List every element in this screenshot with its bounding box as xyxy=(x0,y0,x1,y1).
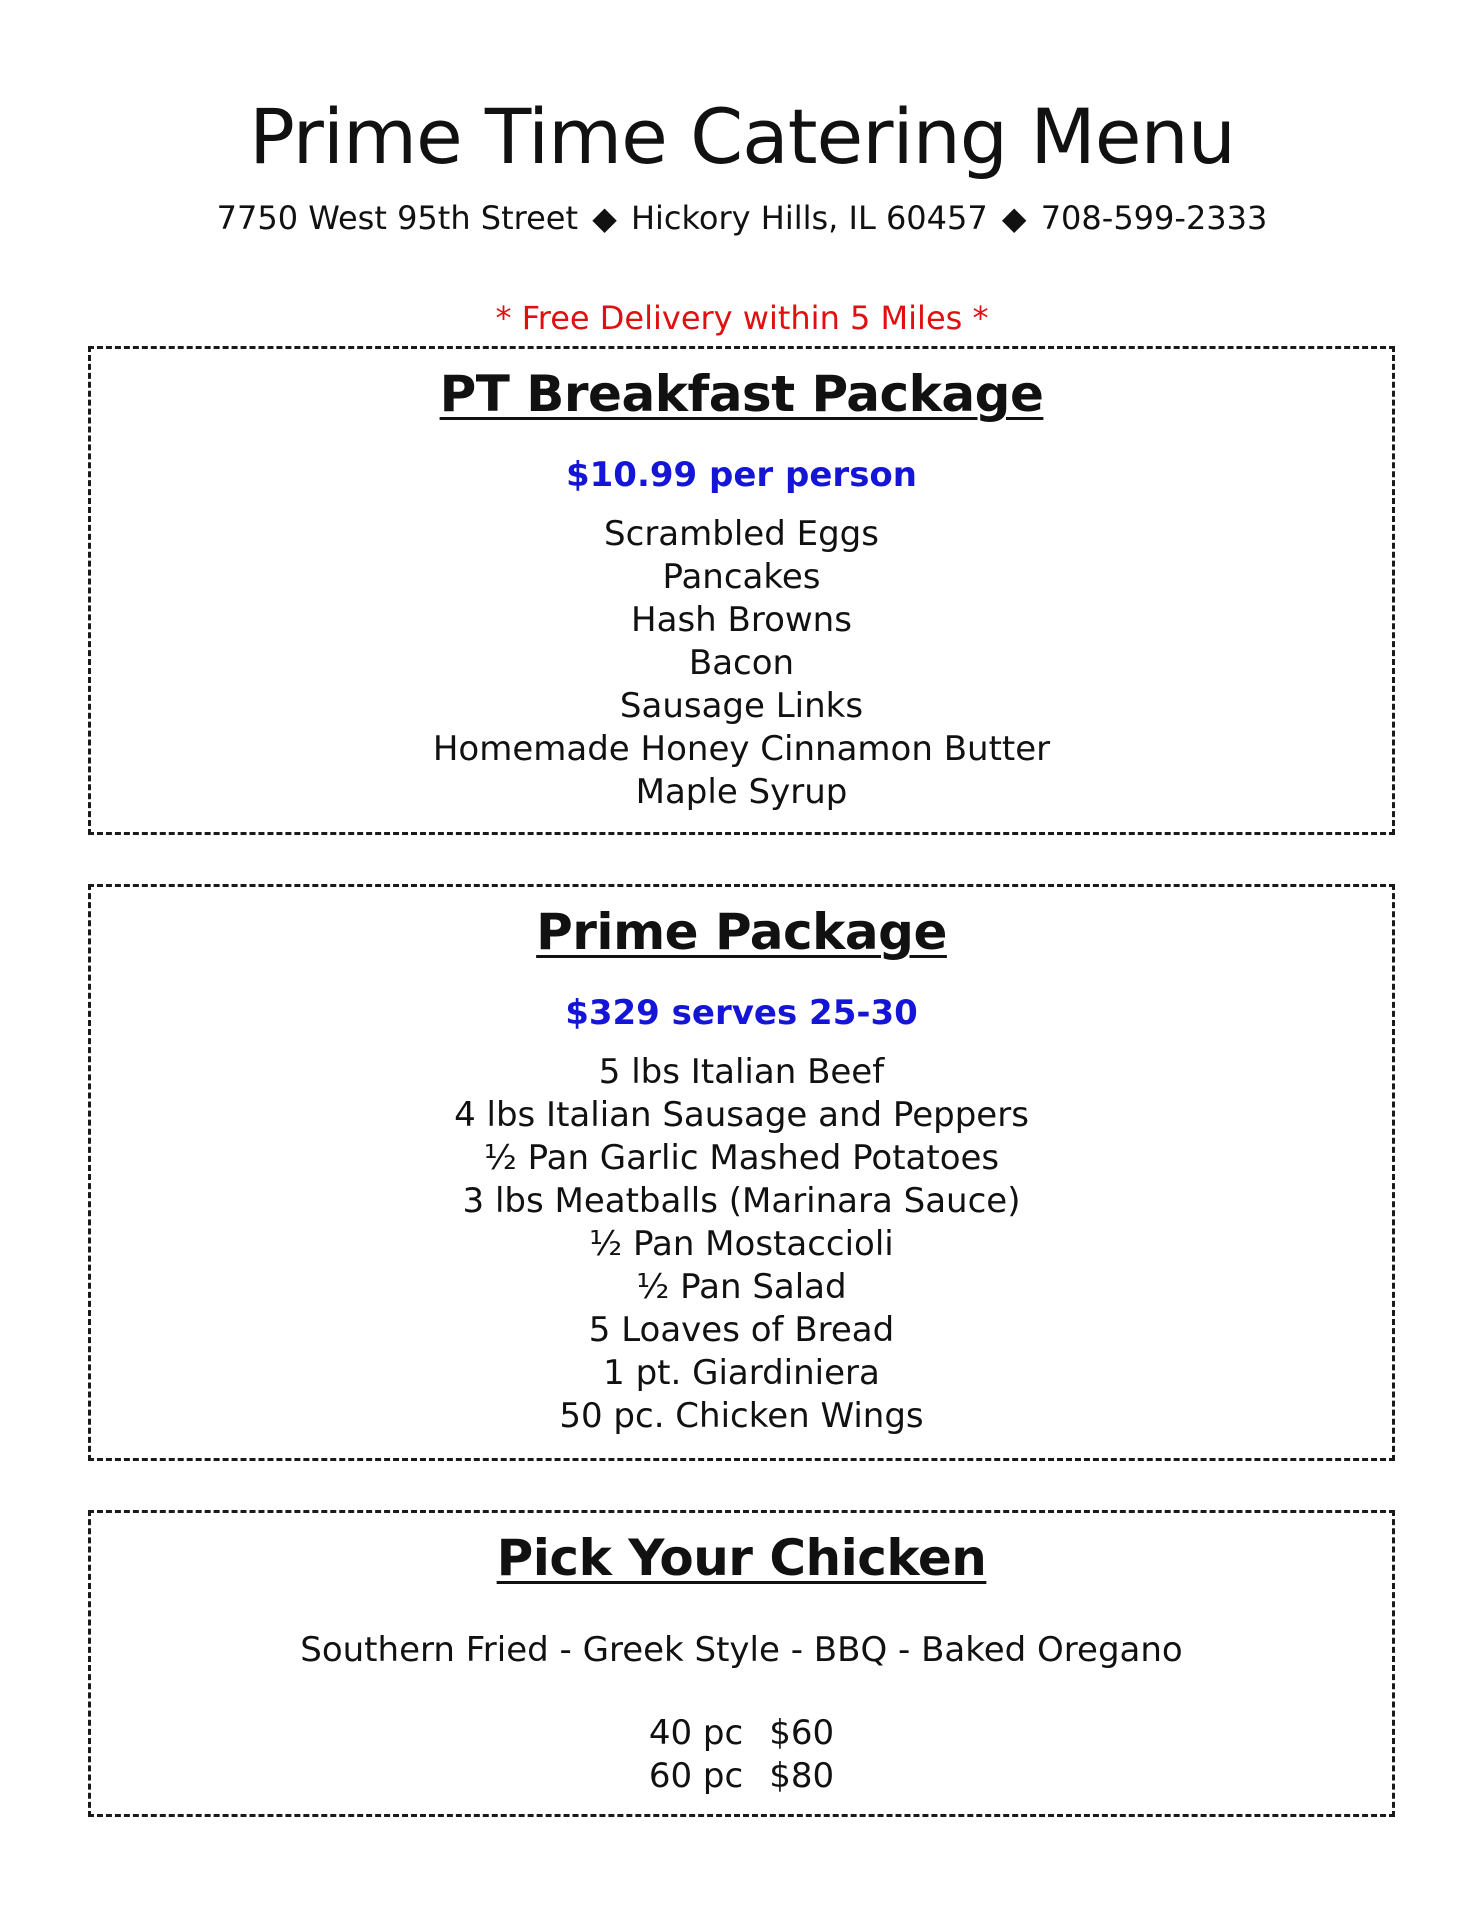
chicken-price-list xyxy=(91,1712,1392,1798)
menu-item: Maple Syrup xyxy=(635,772,848,812)
price-row xyxy=(91,1712,1392,1755)
city-state-zip: Hickory Hills, IL 60457 xyxy=(630,199,988,237)
piece-price: $60 xyxy=(769,1713,835,1753)
street-address: 7750 West 95th Street xyxy=(216,199,579,237)
menu-item: ½ Pan Mostaccioli xyxy=(589,1224,894,1264)
menu-item: Pancakes xyxy=(662,557,821,597)
menu-item: 5 lbs Italian Beef xyxy=(598,1052,885,1092)
section-title: PT Breakfast Package xyxy=(439,365,1044,423)
menu-item: 3 lbs Meatballs (Marinara Sauce) xyxy=(462,1181,1021,1221)
piece-price: $80 xyxy=(769,1756,835,1796)
section-title: Pick Your Chicken xyxy=(496,1529,987,1587)
breakfast-package-box xyxy=(88,346,1395,835)
section-price: $10.99 per person xyxy=(565,455,917,495)
menu-item: Sausage Links xyxy=(619,686,864,726)
price-row xyxy=(91,1755,1392,1798)
menu-item: ½ Pan Garlic Mashed Potatoes xyxy=(483,1138,1000,1178)
diamond-separator-icon: ◆ xyxy=(592,199,617,237)
chicken-style-options: Southern Fried - Greek Style - BBQ - Baked Oregano xyxy=(300,1630,1183,1670)
menu-item: Scrambled Eggs xyxy=(604,514,879,554)
contact-line xyxy=(0,196,1484,240)
section-title: Prime Package xyxy=(536,903,947,961)
menu-item-list xyxy=(91,513,1392,814)
menu-item: Bacon xyxy=(688,643,795,683)
section-price: $329 serves 25-30 xyxy=(565,993,918,1033)
menu-item-list xyxy=(91,1051,1392,1438)
menu-item: 4 lbs Italian Sausage and Peppers xyxy=(454,1095,1029,1135)
prime-package-box xyxy=(88,884,1395,1461)
diamond-separator-icon: ◆ xyxy=(1001,199,1027,237)
delivery-note: * Free Delivery within 5 Miles * xyxy=(495,299,989,337)
piece-count: 60 pc xyxy=(648,1756,744,1796)
page-title: Prime Time Catering Menu xyxy=(249,92,1235,181)
menu-item: 1 pt. Giardiniera xyxy=(603,1353,880,1393)
piece-count: 40 pc xyxy=(648,1713,744,1753)
menu-item: Hash Browns xyxy=(631,600,852,640)
pick-your-chicken-box xyxy=(88,1510,1395,1817)
menu-item: 50 pc. Chicken Wings xyxy=(559,1396,924,1436)
menu-item: ½ Pan Salad xyxy=(636,1267,847,1307)
menu-item: 5 Loaves of Bread xyxy=(588,1310,895,1350)
phone-number: 708-599-2333 xyxy=(1040,199,1268,237)
menu-item: Homemade Honey Cinnamon Butter xyxy=(432,729,1051,769)
